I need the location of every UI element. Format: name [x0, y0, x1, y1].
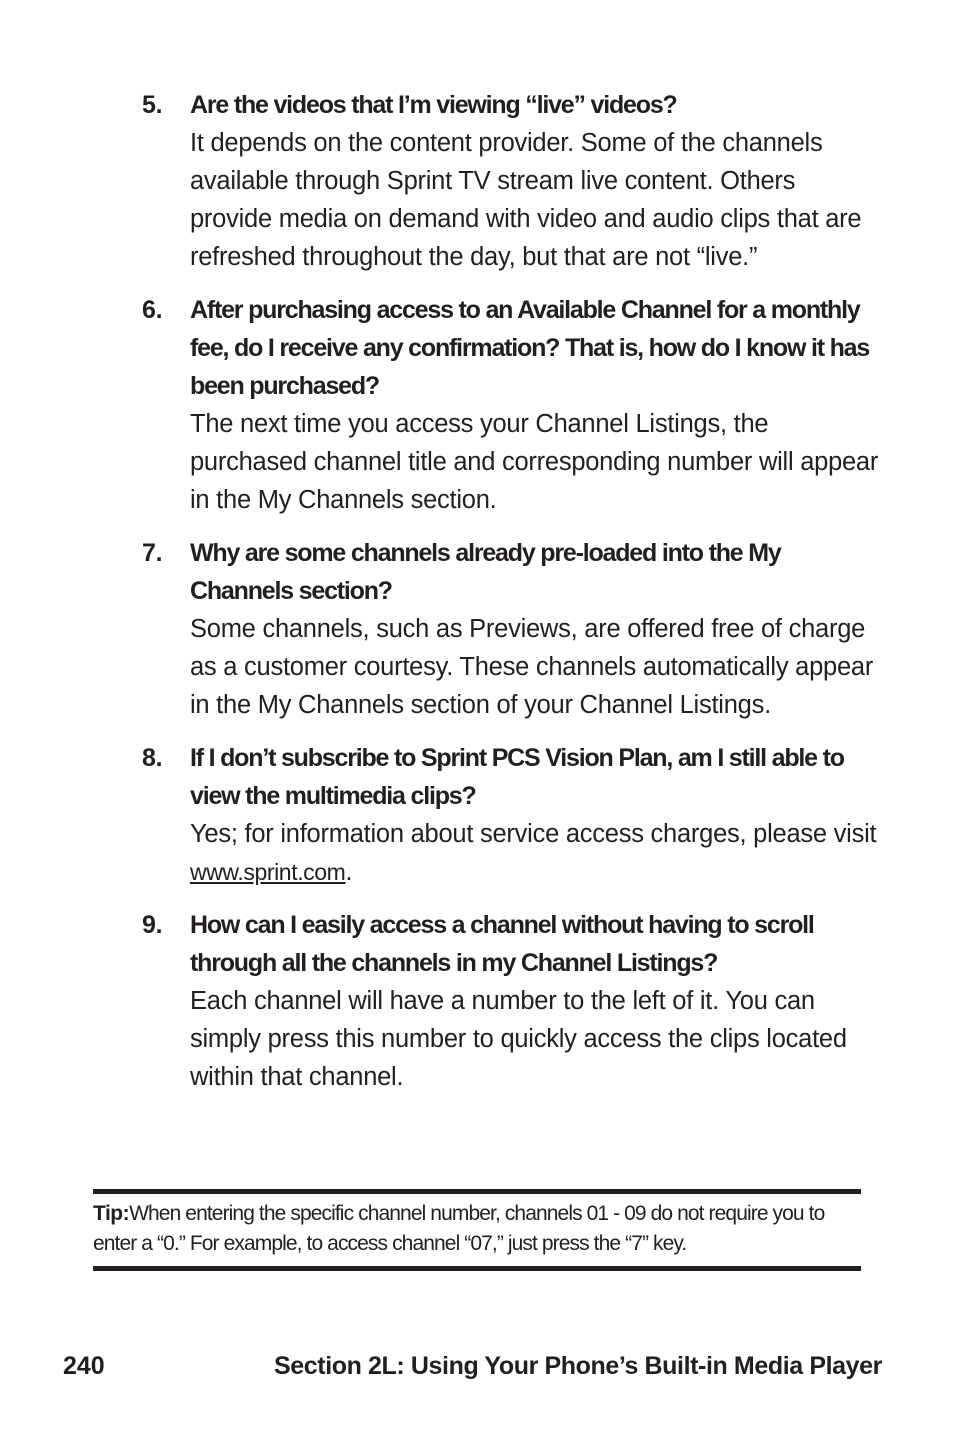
tip-label: Tip: — [93, 1202, 130, 1225]
faq-question: Why are some channels already pre-loaded into the My Channels section? — [190, 539, 781, 605]
tip-box — [93, 1189, 861, 1271]
faq-answer: Each channel will have a number to the left of it. You can simply press this number to quickly access the clips located within that channel. — [190, 987, 847, 1091]
faq-number: 5. — [142, 91, 163, 119]
faq-answer: Some channels, such as Previews, are offered free of charge as a customer courtesy. These channels automatically appear in the My Channels section of your Channel Listings. — [190, 615, 874, 719]
faq-number: 6. — [142, 296, 163, 324]
faq-item-5 — [140, 86, 880, 276]
faq-answer-period: . — [345, 858, 353, 886]
faq-item-6 — [140, 291, 880, 519]
faq-answer: It depends on the content provider. Some of the channels available through Sprint TV stream live content. Others provide media on demand with video and audio clips that are refreshed throughout the day, but that are not “live.” — [190, 129, 862, 271]
faq-number: 9. — [142, 911, 163, 939]
faq-item-7 — [140, 534, 880, 724]
faq-question: How can I easily access a channel without having to scroll through all the channels in my Channel Listings? — [190, 911, 814, 977]
faq-question: If I don’t subscribe to Sprint PCS Vision Plan, am I still able to view the multimedia clips? — [190, 744, 844, 810]
faq-number: 8. — [142, 744, 163, 772]
faq-question: Are the videos that I’m viewing “live” videos? — [190, 91, 677, 119]
faq-answer-text: Yes; for information about service access charges, please visit — [190, 820, 877, 848]
faq-number: 7. — [142, 539, 163, 567]
faq-item-8 — [140, 739, 880, 891]
page-number: 240 — [63, 1352, 105, 1380]
tip-text: When entering the specific channel number, channels 01 - 09 do not require you to enter a “0.” For example, to access channel “07,” just press the “7” key. — [93, 1202, 825, 1255]
sprint-website-link[interactable]: www.sprint.com — [190, 859, 346, 885]
section-title: Section 2L: Using Your Phone’s Built-in Media Player — [273, 1352, 882, 1380]
faq-answer — [190, 815, 880, 891]
faq-question: After purchasing access to an Available Channel for a monthly fee, do I receive any confirmation? That is, how do I know it has been purchased? — [190, 296, 870, 400]
faq-list — [140, 86, 880, 1111]
faq-answer: The next time you access your Channel Listings, the purchased channel title and corresponding number will appear in the My Channels section. — [190, 410, 879, 514]
faq-item-9 — [140, 906, 880, 1096]
